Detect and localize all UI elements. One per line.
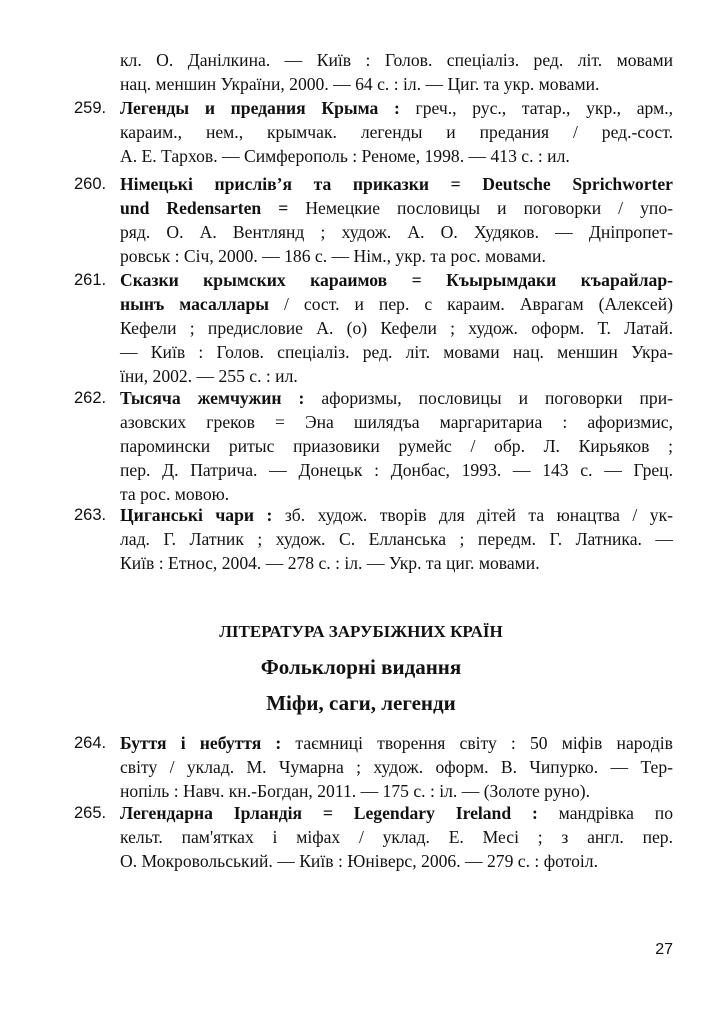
- entry-259-line-2: караим., нем., крымчак. легенды и предания / ред.-сост.: [120, 122, 673, 142]
- entry-259-line-3: А. Е. Тархов. — Симферополь : Реноме, 1998. — 413 с. : ил.: [120, 146, 570, 166]
- entry-260-line-4: ровськ : Січ, 2000. — 186 с. — Нім., укр. та рос. мовами.: [120, 246, 546, 266]
- subsection-heading: Фольклорні видання: [260, 655, 462, 679]
- entry-title: Легендарна Ірландія = Legendary Ireland :: [120, 803, 538, 823]
- entry-title: und Redensarten =: [120, 198, 289, 218]
- entry-title: Циганські чари :: [120, 505, 273, 525]
- entry-259-line-1: [120, 96, 673, 120]
- entry-261-line-4: — Київ : Голов. спеціаліз. ред. літ. мовами нац. меншин Укра-: [120, 342, 673, 362]
- entry-265-line-3: О. Мокровольський. — Київ : Юніверс, 2006. — 279 с. : фотоіл.: [120, 851, 598, 871]
- section-heading: ЛІТЕРАТУРА ЗАРУБІЖНИХ КРАЇН: [219, 622, 503, 641]
- entry-262-line-2: азовских греков = Эна шилядъа маргаритариа : афоризмис,: [120, 412, 673, 432]
- entry-title: Тысяча жемчужин :: [120, 388, 305, 408]
- entry-263-line-2: лад. Г. Латник ; худож. С. Елланська ; передм. Г. Латника. —: [120, 529, 673, 549]
- entry-text: таємниці творення світу : 50 міфів народів: [281, 733, 673, 753]
- entry-262-line-4: пер. Д. Патрича. — Донецьк : Донбас, 1993. — 143 с. — Грец.: [120, 460, 673, 480]
- subsubsection-heading: Міфи, саги, легенди: [266, 691, 456, 715]
- entry-265-line-1: [120, 801, 673, 825]
- entry-262-line-1: [120, 386, 673, 410]
- entry-continuation-line-1: кл. О. Данілкина. — Київ : Голов. спеціаліз. ред. літ. мовами: [120, 50, 673, 70]
- entry-264-line-3: нопіль : Навч. кн.-Богдан, 2011. — 175 с. : іл. — (Золоте руно).: [120, 781, 591, 801]
- entry-262-line-5: та рос. мовою.: [120, 484, 230, 504]
- entry-text: Немецкие пословицы и поговорки / упо-: [288, 198, 673, 218]
- entry-title: нынъ масаллары: [120, 294, 269, 314]
- entry-title: Буття і небуття :: [120, 733, 282, 753]
- entry-text: греч., рус., татар., укр., арм.,: [399, 98, 674, 118]
- entry-text: афоризмы, пословицы и поговорки при-: [304, 388, 673, 408]
- entry-263-line-3: Київ : Етнос, 2004. — 278 с. : іл. — Укр. та циг. мовами.: [120, 553, 540, 573]
- entry-number: 260.: [74, 175, 107, 193]
- entry-261-line-5: їни, 2002. — 255 с. : ил.: [120, 366, 298, 386]
- entry-264-line-1: [120, 731, 673, 755]
- entry-261-line-2: [120, 292, 673, 316]
- entry-number: 259.: [74, 99, 107, 117]
- entry-number: 263.: [74, 506, 107, 524]
- entry-260-line-3: ряд. О. А. Вентлянд ; худож. А. О. Худяков. — Дніпропет-: [120, 222, 673, 242]
- entry-continuation-line-2: нац. меншин України, 2000. — 64 с. : іл. — Циг. та укр. мовами.: [120, 74, 600, 94]
- entry-262-line-3: паромински ритыс приазовики румейс / обр. Л. Кирьяков ;: [120, 436, 673, 456]
- entry-263-line-1: [120, 503, 673, 527]
- entry-text: мандрівка по: [537, 803, 674, 823]
- entry-text: / сост. и пер. с караим. Аврагам (Алексей): [268, 294, 673, 314]
- page-number: 27: [655, 941, 673, 958]
- entry-number: 265.: [74, 804, 107, 822]
- entry-261-line-3: Кефели ; предисловие А. (о) Кефели ; худож. оформ. Т. Латай.: [120, 318, 673, 338]
- entry-265-line-2: кельт. пам'ятках і міфах / уклад. Е. Месі ; з англ. пер.: [120, 827, 673, 847]
- entry-261-line-1: Сказки крымских караимов = Къырымдаки къарайлар-: [120, 270, 673, 290]
- entry-264-line-2: світу / уклад. М. Чумарна ; худож. оформ. В. Чипурко. — Тер-: [120, 757, 673, 777]
- entry-number: 264.: [74, 734, 107, 752]
- entry-number: 262.: [74, 389, 107, 407]
- entry-number: 261.: [74, 271, 107, 289]
- entry-title: Легенды и предания Крыма :: [120, 98, 400, 118]
- entry-260-line-2: [120, 196, 673, 220]
- entry-260-line-1: Німецькі прислів’я та приказки = Deutsche Sprichworter: [120, 174, 673, 194]
- entry-text: зб. худож. творів для дітей та юнацтва / ук-: [272, 505, 674, 525]
